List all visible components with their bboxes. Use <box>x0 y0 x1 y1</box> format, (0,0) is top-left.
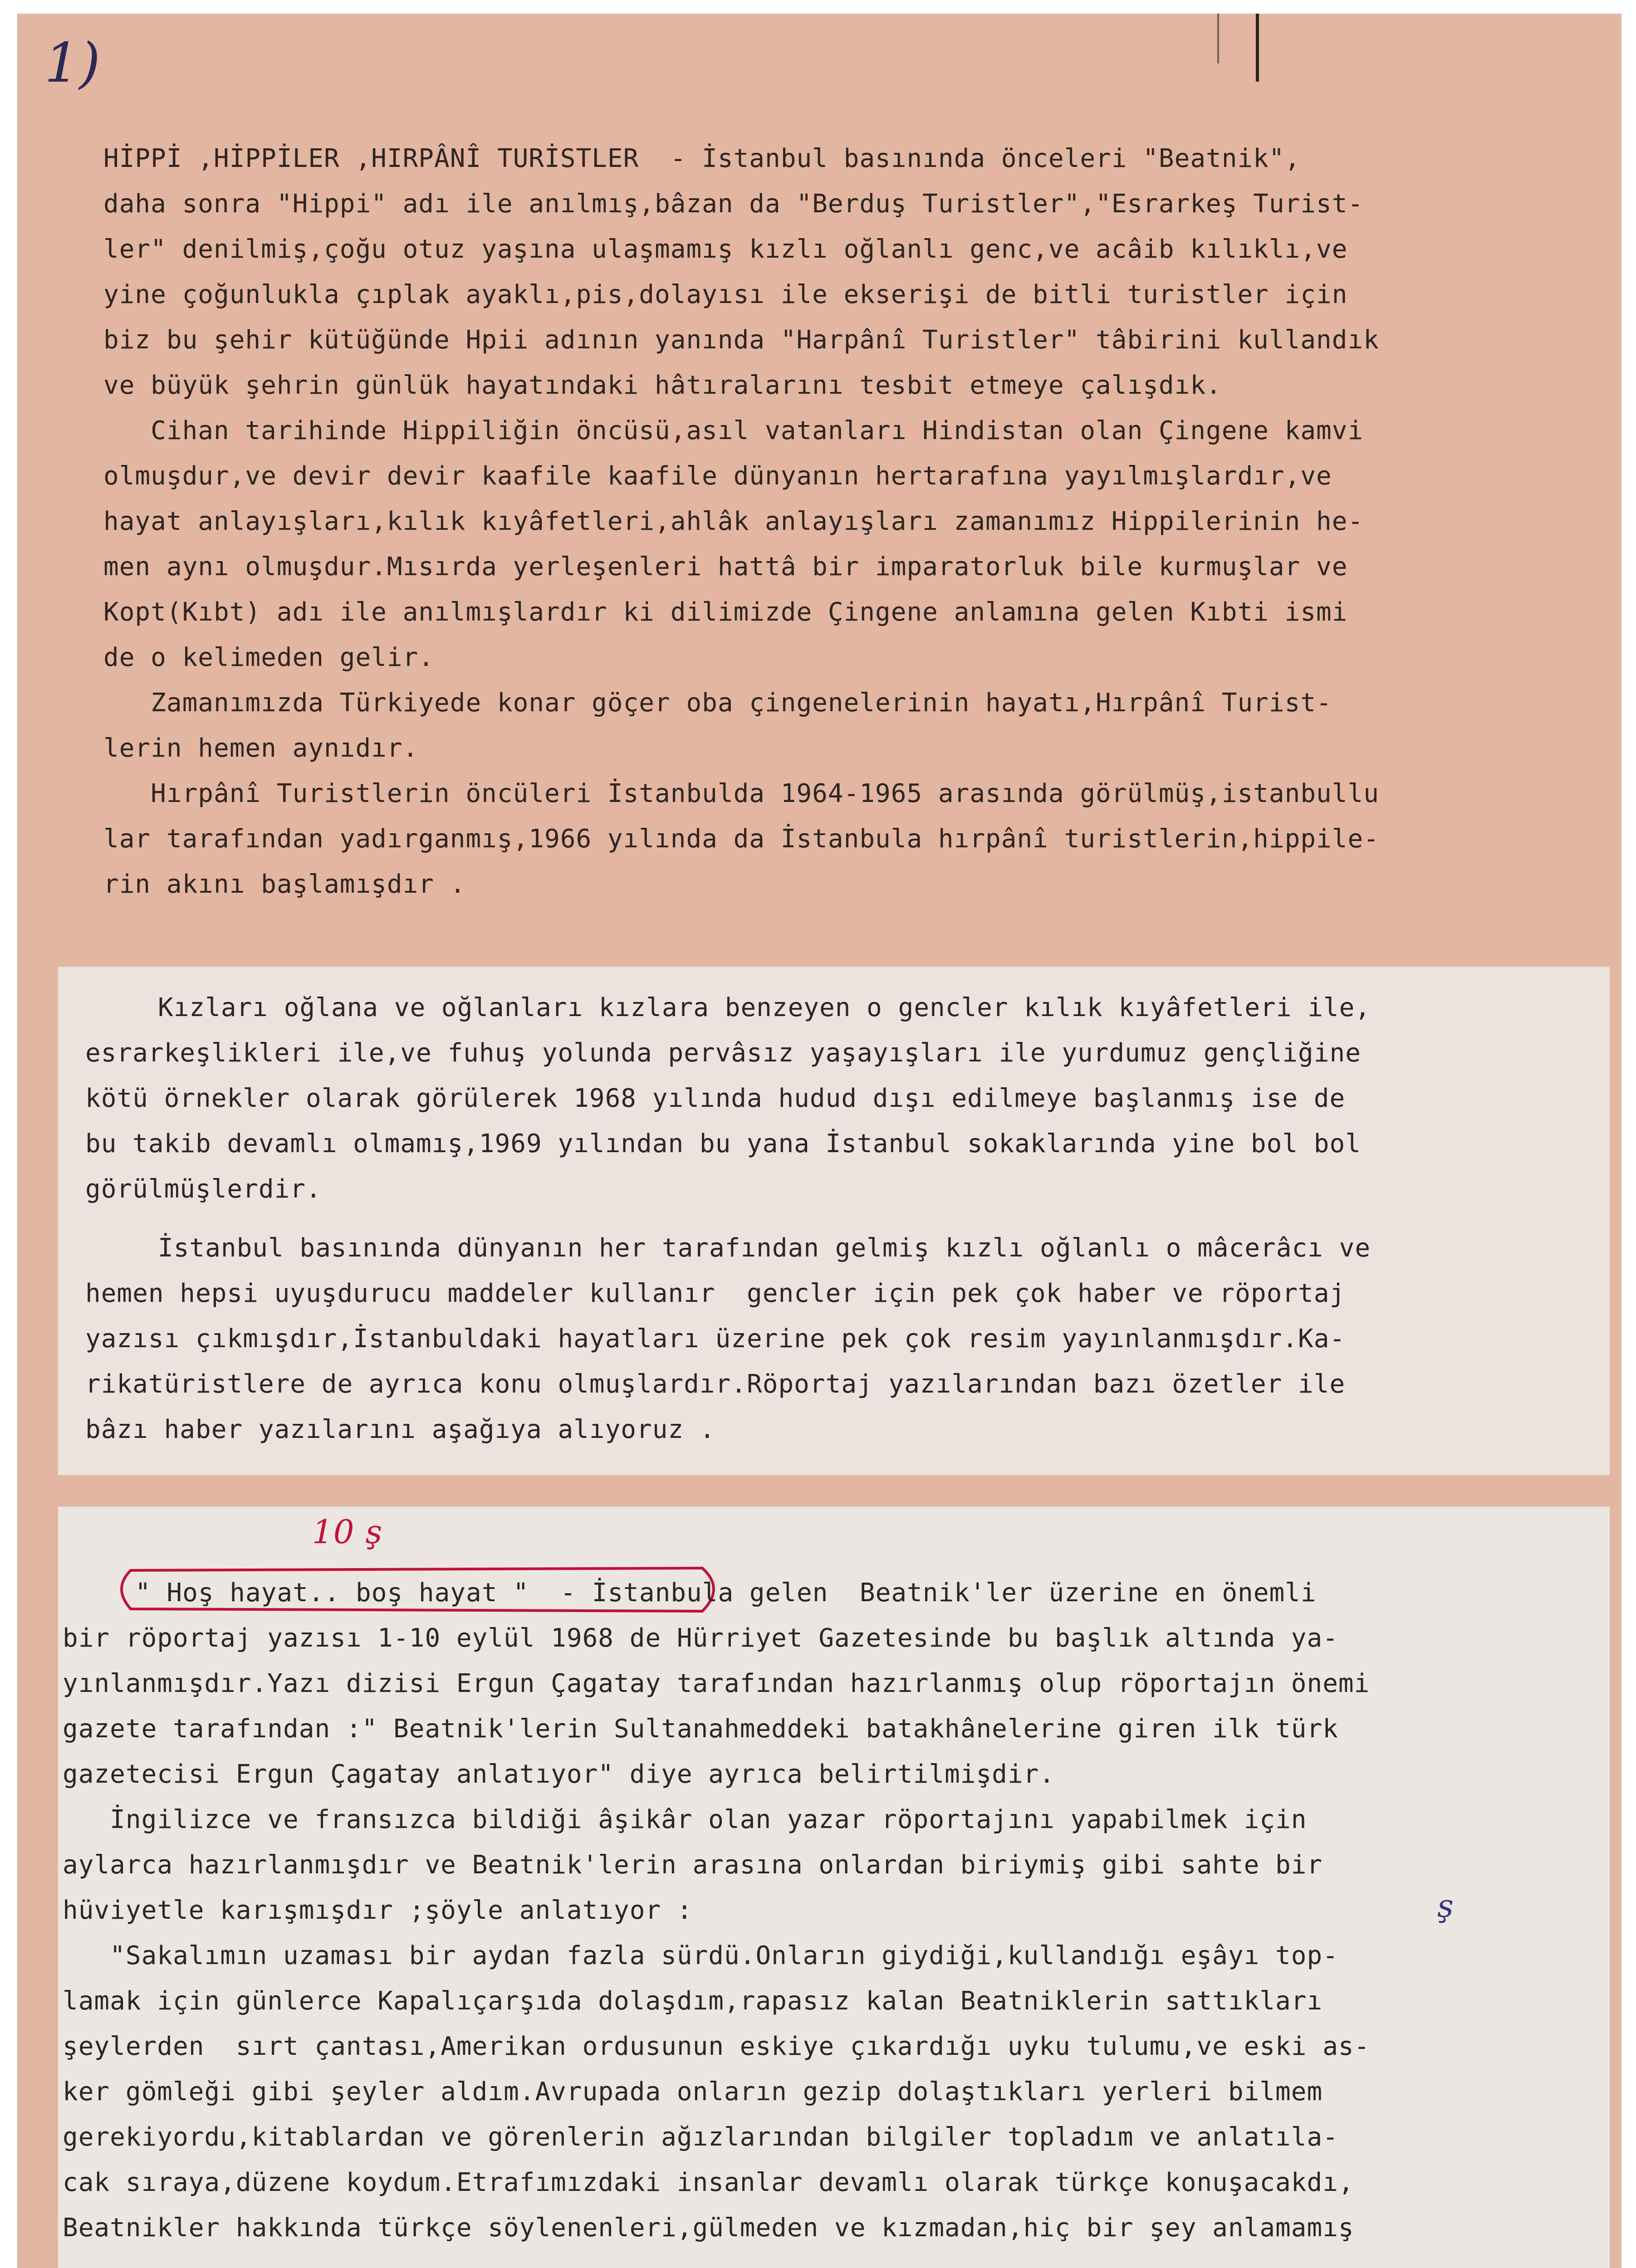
text-line: HİPPİ ,HİPPİLER ,HIRPÂNÎ TURİSTLER - İstanbul basınında önceleri "Beatnik", <box>103 144 1301 173</box>
text-line: hayat anlayışları,kılık kıyâfetleri,ahlâk anlayışları zamanımız Hippilerinin he- <box>103 507 1364 536</box>
text-line: rikatüristlere de ayrıca konu olmuşlardır.Röportaj yazılarından bazı özetler ile <box>85 1369 1346 1399</box>
text-line: biz bu şehir kütüğünde Hpii adının yanında "Harpânî Turistler" tâbirini kullandık <box>103 325 1379 355</box>
pen-mark <box>1217 14 1219 64</box>
text-line: bu takib devamlı olmamış,1969 yılından bu yana İstanbul sokaklarında yine bol bol <box>85 1129 1361 1158</box>
text-line: Beatnikler hakkında türkçe söylenenleri,gülmeden ve kızmadan,hiç bir şey anlamamış <box>63 2213 1354 2243</box>
handwritten-note: 10 ş <box>312 1513 383 1551</box>
text-line: bâzı haber yazılarını aşağıya alıyoruz . <box>85 1415 715 1444</box>
text-line: yazısı çıkmışdır,İstanbuldaki hayatları üzerine pek çok resim yayınlanmışdır.Ka- <box>85 1324 1346 1354</box>
text-line: daha sonra "Hippi" adı ile anılmış,bâzan da "Berduş Turistler","Esrarkeş Turist- <box>103 189 1364 219</box>
text-line: Cihan tarihinde Hippiliğin öncüsü,asıl vatanları Hindistan olan Çingene kamvi <box>103 416 1364 445</box>
text-line: hüviyetle karışmışdır ;şöyle anlatıyor : <box>63 1896 693 1925</box>
text-line: cak sıraya,düzene koydum.Etrafımızdaki insanlar devamlı olarak türkçe konuşacakdı, <box>63 2168 1354 2197</box>
text-line: yınlanmışdır.Yazı dizisi Ergun Çagatay tarafından hazırlanmış olup röportajın önemi <box>63 1669 1370 1698</box>
text-line: Hırpânî Turistlerin öncüleri İstanbulda 1964-1965 arasında görülmüş,istanbullu <box>103 779 1379 808</box>
text-line: lerin hemen aynıdır. <box>103 733 419 763</box>
pen-mark <box>1256 14 1259 82</box>
text-line: ve büyük şehrin günlük hayatındaki hâtıralarını tesbit etmeye çalışdık. <box>103 371 1222 400</box>
text-line: ker gömleği gibi şeyler aldım.Avrupada onların gezip dolaştıkları yerleri bilmem <box>63 2077 1323 2107</box>
text-line: Kopt(Kıbt) adı ile anılmışlardır ki dilimizde Çingene anlamına gelen Kıbti ismi <box>103 597 1348 627</box>
pasted-clipping <box>58 966 1610 1475</box>
text-line: lar tarafından yadırganmış,1966 yılında da İstanbula hırpânî turistlerin,hippile- <box>103 824 1379 854</box>
text-line: şeylerden sırt çantası,Amerikan ordusunun eskiye çıkardığı uyku tulumu,ve eski as- <box>63 2032 1370 2061</box>
text-line: rin akını başlamışdır . <box>103 870 466 899</box>
text-line: ler" denilmiş,çoğu otuz yaşına ulaşmamış kızlı oğlanlı genc,ve acâib kılıklı,ve <box>103 235 1348 264</box>
text-line: Zamanımızda Türkiyede konar göçer oba çingenelerinin hayatı,Hırpânî Turist- <box>103 688 1332 718</box>
document-page <box>17 14 1621 2268</box>
text-line: lamak için günlerce Kapalıçarşıda dolaşdım,rapasız kalan Beatniklerin sattıkları <box>63 1986 1323 2016</box>
text-line: olmuşdur,ve devir devir kaafile kaafile dünyanın hertarafına yayılmışlardır,ve <box>103 461 1332 491</box>
text-line: " Hoş hayat.. boş hayat " - İstanbula gelen Beatnik'ler üzerine en önemli <box>135 1578 1317 1608</box>
text-line: görülmüşlerdir. <box>85 1174 322 1204</box>
pencil-note: ş <box>1437 1887 1454 1925</box>
text-line: bir röportaj yazısı 1-10 eylül 1968 de Hürriyet Gazetesinde bu başlık altında ya- <box>63 1623 1338 1653</box>
page-mark: 1) <box>44 32 101 95</box>
text-line: gerekiyordu,kitablardan ve görenlerin ağızlarından bilgiler topladım ve anlatıla- <box>63 2122 1338 2152</box>
pasted-clipping <box>58 1506 1610 2268</box>
text-line: Kızları oğlana ve oğlanları kızlara benzeyen o gencler kılık kıyâfetleri ile, <box>158 993 1371 1022</box>
text-line: men aynı olmuşdur.Mısırda yerleşenleri hattâ bir imparatorluk bile kurmuşlar ve <box>103 552 1348 582</box>
text-line: hemen hepsi uyuşdurucu maddeler kullanır gencler için pek çok haber ve röportaj <box>85 1279 1346 1308</box>
text-line: de o kelimeden gelir. <box>103 643 435 672</box>
text-line: aylarca hazırlanmışdır ve Beatnik'lerin arasına onlardan biriymiş gibi sahte bir <box>63 1850 1323 1880</box>
text-line: kötü örnekler olarak görülerek 1968 yılında hudud dışı edilmeye başlanmış ise de <box>85 1084 1346 1113</box>
text-line: İngilizce ve fransızca bildiği âşikâr olan yazar röportajını yapabilmek için <box>63 1805 1307 1834</box>
text-line: yine çoğunlukla çıplak ayaklı,pis,dolayısı ile ekserişi de bitli turistler için <box>103 280 1348 309</box>
text-line: gazete tarafından :" Beatnik'lerin Sultanahmeddeki batakhânelerine giren ilk türk <box>63 1714 1338 1744</box>
text-line: gazetecisi Ergun Çagatay anlatıyor" diye ayrıca belirtilmişdir. <box>63 1760 1055 1789</box>
text-line: İstanbul basınında dünyanın her tarafından gelmiş kızlı oğlanlı o mâcerâcı ve <box>158 1233 1371 1263</box>
text-line: "Sakalımın uzaması bir aydan fazla sürdü.Onların giydiği,kullandığı eşâyı top- <box>63 1941 1338 1970</box>
text-line: esrarkeşlikleri ile,ve fuhuş yolunda pervâsız yaşayışları ile yurdumuz gençliğine <box>85 1038 1361 1068</box>
